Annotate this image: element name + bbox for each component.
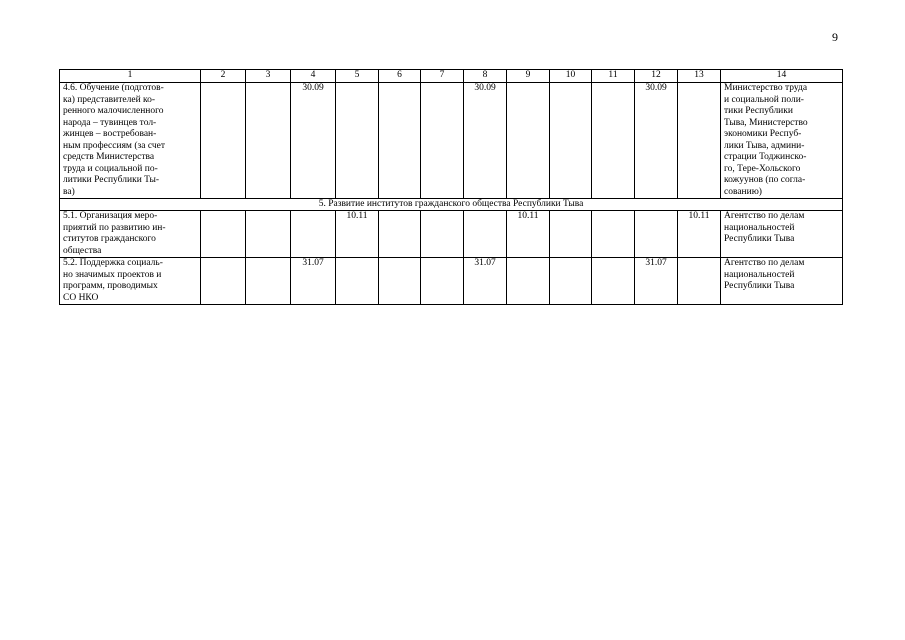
event-cell: 5.1. Организация меро- приятий по развитию ин- ститутов гражданского общества [60, 211, 201, 258]
column-header: 11 [592, 70, 635, 83]
column-header: 10 [550, 70, 592, 83]
date-cell [336, 83, 379, 199]
date-cell [421, 258, 464, 305]
date-cell: 10.11 [336, 211, 379, 258]
column-header: 1 [60, 70, 201, 83]
date-cell: 31.07 [464, 258, 507, 305]
date-cell: 31.07 [291, 258, 336, 305]
date-cell: 31.07 [635, 258, 678, 305]
column-header: 7 [421, 70, 464, 83]
date-cell [678, 83, 721, 199]
date-cell [678, 258, 721, 305]
date-cell [291, 211, 336, 258]
date-cell [379, 83, 421, 199]
column-header: 3 [246, 70, 291, 83]
header-row [60, 70, 843, 83]
date-cell [592, 258, 635, 305]
table-row [60, 258, 843, 305]
date-cell [421, 83, 464, 199]
date-cell [421, 211, 464, 258]
date-cell [507, 83, 550, 199]
plan-table [59, 69, 843, 305]
column-header: 8 [464, 70, 507, 83]
column-header: 9 [507, 70, 550, 83]
responsible-cell: Министерство труда и социальной поли- тики Республики Тыва, Министерство экономики Респуб- лики Тыва, админи- страции Тоджинско- го, Тере-Хольского кожуунов (по согла- сованию) [721, 83, 843, 199]
column-header: 6 [379, 70, 421, 83]
date-cell: 10.11 [678, 211, 721, 258]
column-header: 14 [721, 70, 843, 83]
column-header: 12 [635, 70, 678, 83]
column-header: 2 [201, 70, 246, 83]
date-cell [246, 211, 291, 258]
date-cell [379, 211, 421, 258]
date-cell [464, 211, 507, 258]
table-row [60, 211, 843, 258]
table-row [60, 83, 843, 199]
responsible-cell: Агентство по делам национальностей Республики Тыва [721, 211, 843, 258]
section-title: 5. Развитие институтов гражданского общества Республики Тыва [60, 199, 843, 211]
date-cell: 30.09 [291, 83, 336, 199]
date-cell [550, 211, 592, 258]
column-header: 13 [678, 70, 721, 83]
date-cell [246, 83, 291, 199]
date-cell [592, 211, 635, 258]
date-cell [550, 83, 592, 199]
date-cell: 10.11 [507, 211, 550, 258]
date-cell: 30.09 [635, 83, 678, 199]
date-cell [201, 211, 246, 258]
event-cell: 5.2. Поддержка социаль- но значимых проектов и программ, проводимых СО НКО [60, 258, 201, 305]
event-cell: 4.6. Обучение (подготов- ка) представителей ко- ренного малочисленного народа – тувинцев тол- жинцев – востребован- ным профессиям (за счет средств Министерства труда и социальной по- литики Республики Ты- ва) [60, 83, 201, 199]
date-cell [201, 258, 246, 305]
date-cell [336, 258, 379, 305]
column-header: 5 [336, 70, 379, 83]
responsible-cell: Агентство по делам национальностей Республики Тыва [721, 258, 843, 305]
date-cell [592, 83, 635, 199]
date-cell [550, 258, 592, 305]
date-cell [379, 258, 421, 305]
date-cell [635, 211, 678, 258]
column-header: 4 [291, 70, 336, 83]
date-cell [246, 258, 291, 305]
date-cell [507, 258, 550, 305]
section-row [60, 199, 843, 211]
date-cell: 30.09 [464, 83, 507, 199]
page-number: 9 [832, 30, 838, 44]
date-cell [201, 83, 246, 199]
